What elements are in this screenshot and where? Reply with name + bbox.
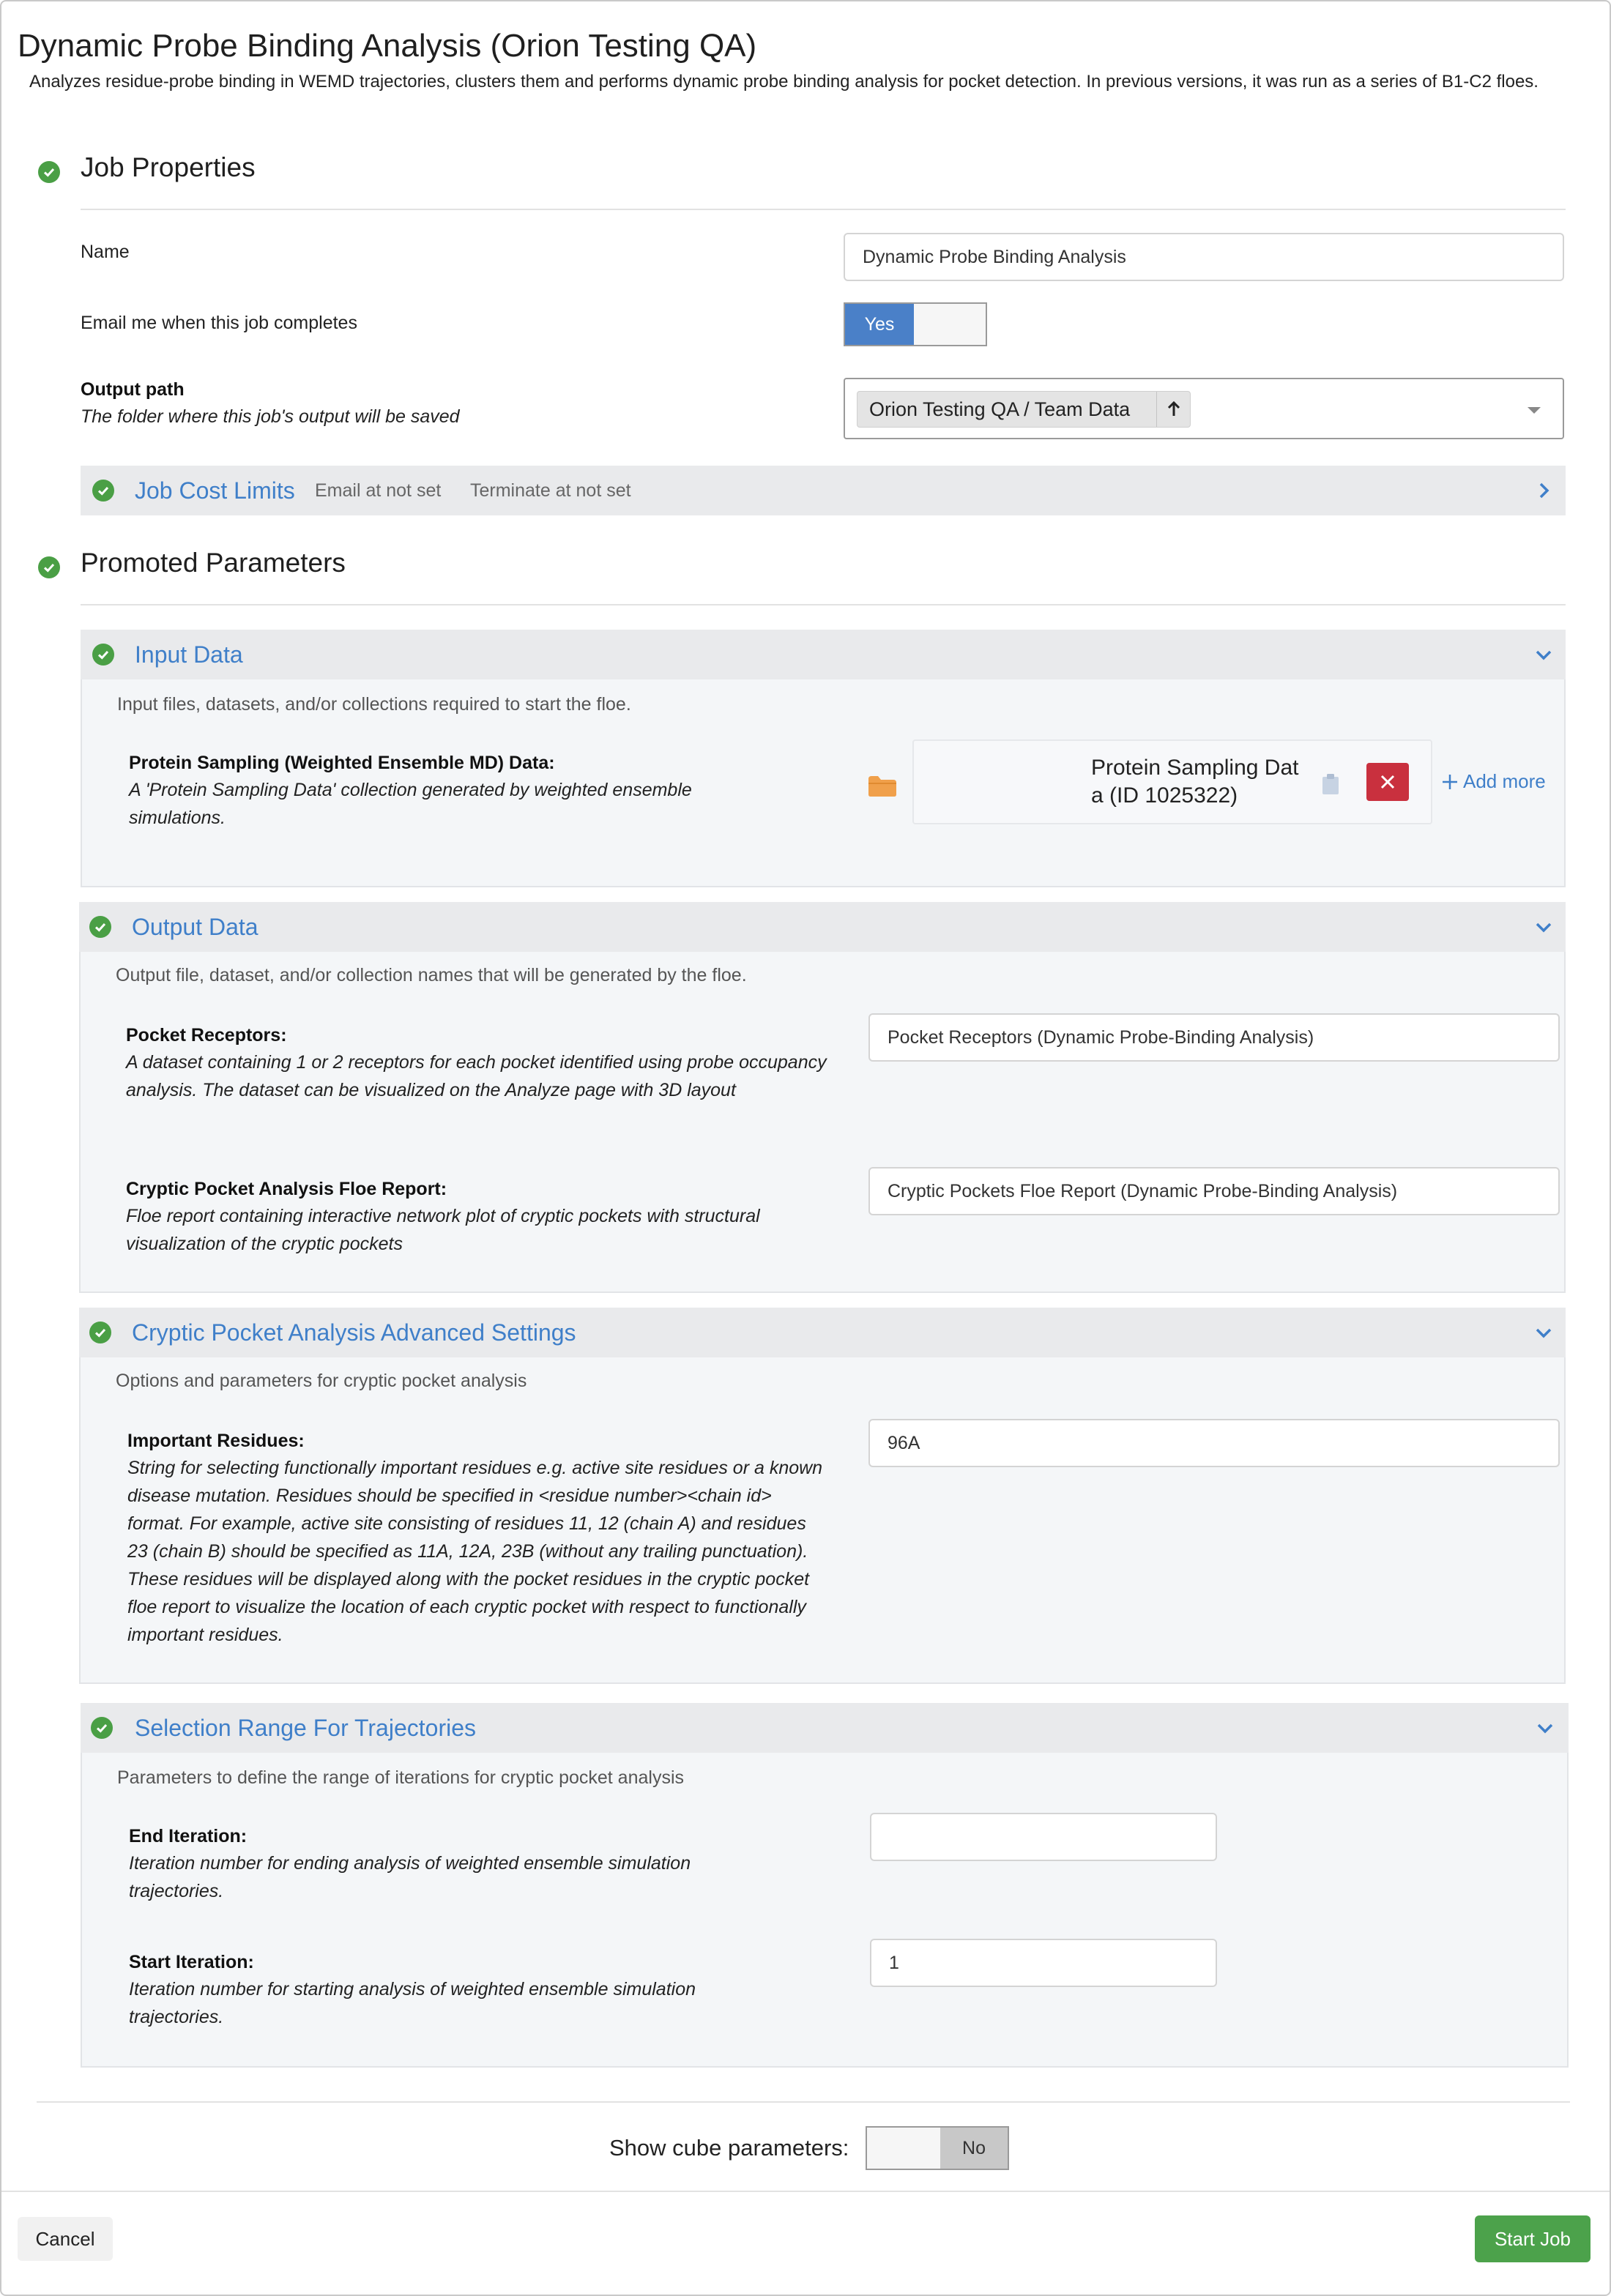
- cancel-button[interactable]: Cancel: [18, 2217, 113, 2261]
- pocket-receptors-help: A dataset containing 1 or 2 receptors for each pocket identified using probe occupancy analysis. The dataset can be visualized on the Analyze page with 3D layout: [126, 1052, 827, 1100]
- output-path-label: Output path: [81, 379, 185, 400]
- selected-collection-name: [1091, 754, 1298, 810]
- chevron-down-icon[interactable]: [1533, 1322, 1554, 1343]
- selection-range-check-icon: [91, 1717, 113, 1739]
- job-name-input[interactable]: Dynamic Probe Binding Analysis: [844, 233, 1564, 281]
- plus-icon: [1441, 773, 1459, 791]
- advanced-settings-body: [79, 1357, 1566, 1684]
- chevron-right-icon[interactable]: [1533, 480, 1554, 501]
- divider: [1, 2191, 1610, 2192]
- job-cost-check-icon: [92, 480, 114, 502]
- start-iteration-help: Iteration number for starting analysis of weighted ensemble simulation trajectories.: [129, 1979, 696, 2027]
- chevron-down-icon[interactable]: [1535, 1718, 1555, 1738]
- output-data-description: Output file, dataset, and/or collection names that will be generated by the floe.: [116, 965, 747, 985]
- input-data-header[interactable]: [81, 630, 1566, 679]
- divider: [37, 2101, 1570, 2103]
- output-path-select[interactable]: [844, 378, 1564, 439]
- job-cost-limits-title[interactable]: Job Cost Limits: [135, 477, 295, 504]
- chevron-down-icon[interactable]: [1533, 917, 1554, 937]
- email-toggle-yes[interactable]: Yes: [845, 304, 914, 345]
- divider: [81, 604, 1566, 605]
- end-iteration-input[interactable]: [870, 1813, 1217, 1861]
- close-icon: [1379, 773, 1396, 791]
- pocket-receptors-label: Pocket Receptors:: [126, 1025, 287, 1046]
- promoted-check-icon: [38, 556, 60, 578]
- selection-range-body: [81, 1753, 1569, 2068]
- selection-range-header[interactable]: [81, 1703, 1569, 1753]
- start-job-button[interactable]: Start Job: [1475, 2215, 1590, 2262]
- advanced-settings-check-icon: [89, 1322, 111, 1343]
- selected-collection-card: [912, 739, 1432, 824]
- selected-collection-name-line1: Protein Sampling Dat: [1091, 756, 1299, 780]
- output-path-help: The folder where this job's output will be saved: [81, 406, 460, 427]
- floe-report-help: Floe report containing interactive network plot of cryptic pockets with structural visualization of the cryptic pockets: [126, 1206, 760, 1254]
- job-properties-heading: Job Properties: [81, 152, 256, 182]
- selected-collection-name-line2: a (ID 1025322): [1091, 783, 1238, 808]
- end-iteration-label: End Iteration:: [129, 1826, 248, 1846]
- show-cube-parameters-label: Show cube parameters:: [609, 2135, 849, 2161]
- important-residues-input[interactable]: 96A: [868, 1419, 1560, 1467]
- page-description: Analyzes residue-probe binding in WEMD trajectories, clusters them and performs dynamic probe binding analysis for pocket detection. In previous versions, it was run as a series of B1-C2 floes.: [29, 72, 1539, 92]
- floe-report-input[interactable]: Cryptic Pockets Floe Report (Dynamic Probe-Binding Analysis): [868, 1167, 1560, 1215]
- output-data-body: [79, 952, 1566, 1293]
- chevron-down-icon[interactable]: [1533, 644, 1554, 665]
- floe-report-label: Cryptic Pocket Analysis Floe Report:: [126, 1179, 447, 1199]
- start-iteration-label: Start Iteration:: [129, 1952, 254, 1972]
- add-more-label: Add more: [1463, 770, 1546, 792]
- show-cube-toggle-no[interactable]: No: [940, 2128, 1008, 2169]
- email-label: Email me when this job completes: [81, 313, 357, 333]
- output-path-chip: [857, 391, 1191, 428]
- advanced-settings-title[interactable]: Cryptic Pocket Analysis Advanced Settings: [132, 1319, 576, 1346]
- output-path-value: Orion Testing QA / Team Data: [869, 398, 1131, 420]
- show-cube-toggle-track: [867, 2128, 940, 2169]
- input-data-check-icon: [92, 644, 114, 666]
- add-more-link[interactable]: [1441, 770, 1546, 793]
- output-data-title[interactable]: Output Data: [132, 914, 258, 940]
- protein-sampling-label: Protein Sampling (Weighted Ensemble MD) Data:: [129, 753, 555, 773]
- email-at-status: Email at not set: [315, 480, 442, 501]
- important-residues-help: String for selecting functionally important residues e.g. active site residues or a known disease mutation. Residues should be specified in <residue number><chain id> format. For example, active site consisting of residues 11, 12 (chain A) and residues 23 (chain B) should be specified as 11A, 12A, 23B (without any trailing punctuation). These residues will be displayed along with the pocket residues in the cryptic pocket floe report to visualize the location of each cryptic pocket with respect to functionally important residues.: [127, 1458, 823, 1645]
- advanced-settings-description: Options and parameters for cryptic pocket analysis: [116, 1371, 527, 1391]
- input-data-title[interactable]: Input Data: [135, 641, 243, 668]
- email-toggle-track: [914, 304, 986, 345]
- selection-range-description: Parameters to define the range of iterations for cryptic pocket analysis: [117, 1767, 684, 1788]
- selection-range-title[interactable]: Selection Range For Trajectories: [135, 1715, 476, 1741]
- folder-icon: [867, 773, 898, 798]
- input-data-description: Input files, datasets, and/or collections required to start the floe.: [117, 694, 631, 715]
- terminate-at-status: Terminate at not set: [470, 480, 631, 501]
- show-cube-parameters-toggle[interactable]: [866, 2126, 1009, 2170]
- output-data-check-icon: [89, 916, 111, 938]
- input-data-body: [81, 679, 1566, 887]
- end-iteration-help: Iteration number for ending analysis of weighted ensemble simulation trajectories.: [129, 1853, 691, 1901]
- output-data-header[interactable]: [79, 902, 1566, 952]
- promoted-parameters-heading: Promoted Parameters: [81, 548, 346, 578]
- job-cost-limits-bar[interactable]: [81, 466, 1566, 515]
- dropdown-caret-icon[interactable]: [1526, 406, 1542, 416]
- remove-collection-button[interactable]: [1366, 763, 1409, 801]
- job-properties-check-icon: [38, 161, 60, 183]
- page-title: Dynamic Probe Binding Analysis (Orion Testing QA): [18, 28, 757, 64]
- advanced-settings-header[interactable]: [79, 1308, 1566, 1357]
- important-residues-label: Important Residues:: [127, 1431, 305, 1451]
- protein-sampling-help: A 'Protein Sampling Data' collection generated by weighted ensemble simulations.: [129, 780, 692, 828]
- name-label: Name: [81, 242, 130, 262]
- start-iteration-input[interactable]: 1: [870, 1939, 1217, 1987]
- arrow-up-icon[interactable]: [1156, 392, 1190, 427]
- clipboard-icon[interactable]: [1321, 773, 1340, 795]
- pocket-receptors-input[interactable]: Pocket Receptors (Dynamic Probe-Binding Analysis): [868, 1013, 1560, 1062]
- divider: [81, 209, 1566, 210]
- email-toggle[interactable]: [844, 302, 987, 346]
